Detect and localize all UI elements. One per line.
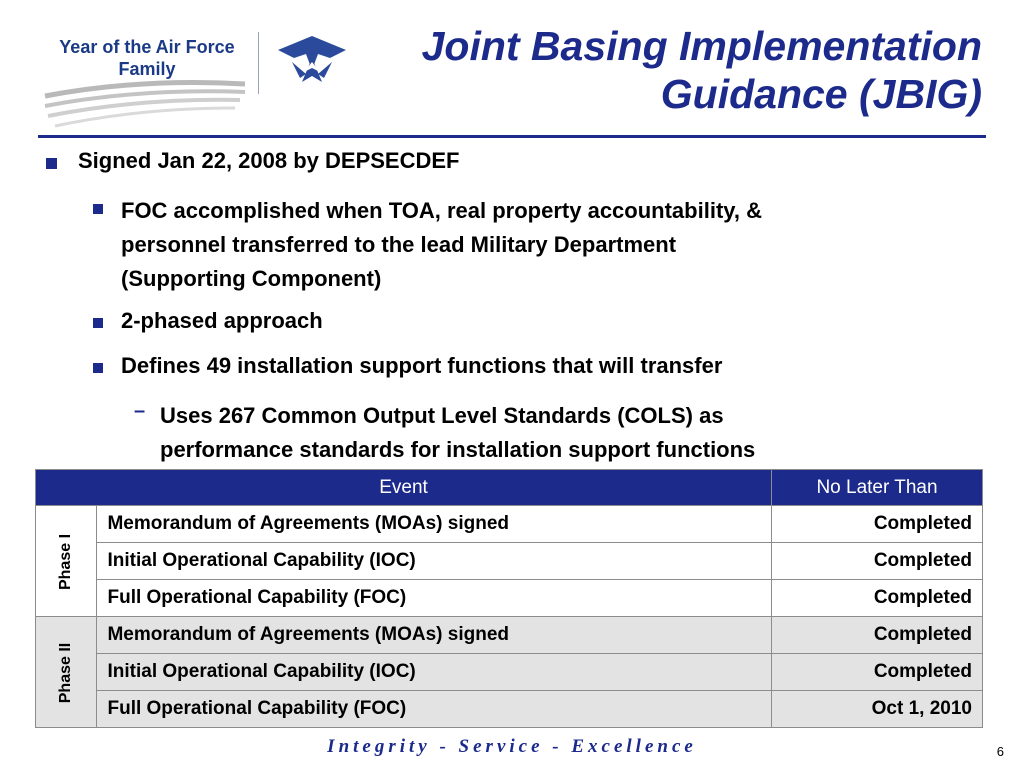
event-cell: Memorandum of Agreements (MOAs) signed (97, 617, 772, 654)
air-force-wings-icon (272, 30, 352, 96)
bullet-cols-line-1: Uses 267 Common Output Level Standards (COLS) as (160, 403, 724, 428)
footer-motto: Integrity - Service - Excellence (327, 736, 697, 757)
table-row (36, 580, 983, 617)
event-cell: Initial Operational Capability (IOC) (97, 654, 772, 691)
slide-title (382, 22, 982, 118)
bullet-foc-line-1: FOC accomplished when TOA, real property accountability, & (121, 198, 762, 223)
bullet-functions: Defines 49 installation support functions that will transfer (121, 353, 723, 378)
header-event: Event (36, 470, 772, 506)
table-row (36, 654, 983, 691)
date-cell: Completed (772, 617, 983, 654)
logo-line-1: Year of the Air Force (59, 37, 235, 57)
bullet-foc (121, 194, 762, 296)
bullet-cols-line-2: performance standards for installation support functions (160, 437, 756, 462)
logo-divider (258, 32, 259, 94)
date-cell: Completed (772, 543, 983, 580)
table-row (36, 543, 983, 580)
bullet-cols (160, 399, 755, 467)
date-cell: Oct 1, 2010 (772, 691, 983, 728)
bullet-foc-line-3: (Supporting Component) (121, 266, 382, 291)
phase-1-label: Phase I (36, 506, 97, 617)
phase-2-label: Phase II (36, 617, 97, 728)
bullet-foc-line-2: personnel transferred to the lead Military Department (121, 232, 677, 257)
table-row (36, 506, 983, 543)
date-cell: Completed (772, 654, 983, 691)
table-row (36, 691, 983, 728)
title-line-2: Guidance (JBIG) (660, 71, 982, 117)
bullet-marker (93, 204, 103, 214)
date-cell: Completed (772, 506, 983, 543)
swoosh-icon (40, 76, 255, 131)
page-number: 6 (996, 744, 1004, 759)
title-divider (38, 135, 986, 138)
bullet-marker (93, 318, 103, 328)
table-header-row (36, 470, 983, 506)
phase-table (35, 469, 983, 728)
event-cell: Full Operational Capability (FOC) (97, 691, 772, 728)
bullet-marker (93, 363, 103, 373)
header-nlt: No Later Than (772, 470, 983, 506)
event-cell: Memorandum of Agreements (MOAs) signed (97, 506, 772, 543)
bullet-marker (46, 158, 57, 169)
event-cell: Initial Operational Capability (IOC) (97, 543, 772, 580)
date-cell: Completed (772, 580, 983, 617)
bullet-phased: 2-phased approach (121, 308, 323, 333)
logo-line-2: Family (118, 59, 176, 79)
year-of-family-logo (40, 28, 370, 128)
table-row (36, 617, 983, 654)
dash-marker: – (134, 400, 146, 422)
title-line-1: Joint Basing Implementation (421, 23, 982, 69)
logo-text (52, 36, 242, 80)
event-cell: Full Operational Capability (FOC) (97, 580, 772, 617)
bullet-signed: Signed Jan 22, 2008 by DEPSECDEF (78, 148, 460, 173)
